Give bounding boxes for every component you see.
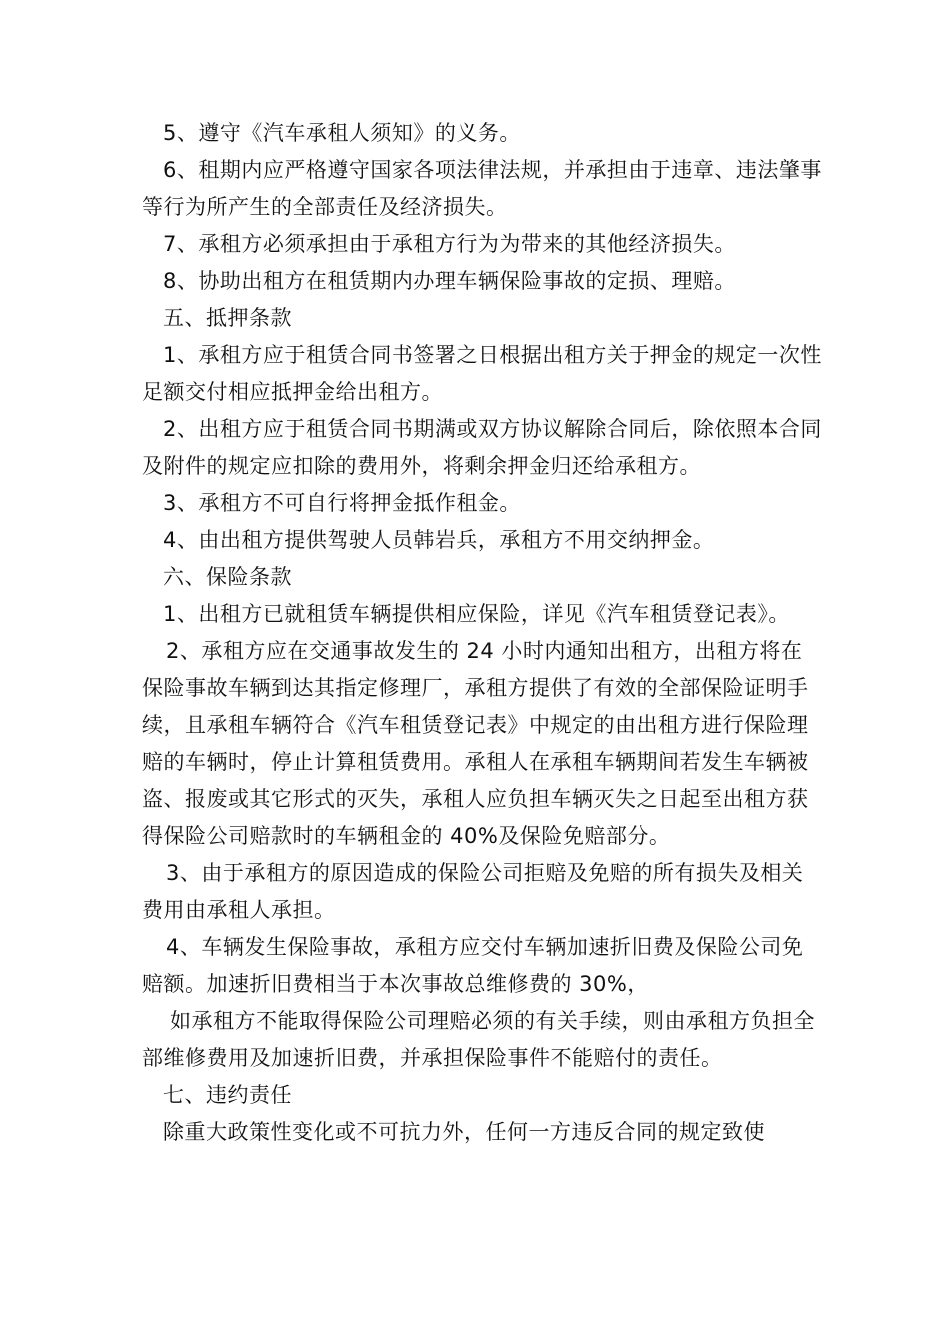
paragraph-insurance-4: 4、车辆发生保险事故，承租方应交付车辆加速折旧费及保险公司免赔额。加速折旧费相当于本次事故总维修费的 30%， xyxy=(142,935,804,996)
paragraph-deposit-2: 2、出租方应于租赁合同书期满或双方协议解除合同后，除依照本合同及附件的规定应扣除的费用外，将剩余押金归还给承租方。 xyxy=(142,417,822,478)
paragraph-lessee-duty-7: 7、承租方必须承担由于承租方行为为带来的其他经济损失。 xyxy=(163,232,736,256)
paragraph-deposit-1: 1、承租方应于租赁合同书签署之日根据出租方关于押金的规定一次性足额交付相应抵押金给出租方。 xyxy=(142,343,822,404)
paragraph-insurance-1: 1、出租方已就租赁车辆提供相应保险，详见《汽车租赁登记表》。 xyxy=(163,602,790,626)
section-heading-breach: 七、违约责任 xyxy=(163,1083,292,1107)
paragraph-insurance-4-continued: 如承租方不能取得保险公司理赔必须的有关手续，则由承租方负担全部维修费用及加速折旧费，并承担保险事件不能赔付的责任。 xyxy=(142,1009,815,1070)
paragraph-lessee-duty-5: 5、遵守《汽车承租人须知》的义务。 xyxy=(163,121,521,145)
paragraph-lessee-duty-6: 6、租期内应严格遵守国家各项法律法规，并承担由于违章、违法肇事等行为所产生的全部责任及经济损失。 xyxy=(142,158,822,219)
paragraph-insurance-3: 3、由于承租方的原因造成的保险公司拒赔及免赔的所有损失及相关费用由承租人承担。 xyxy=(142,861,804,922)
paragraph-deposit-4: 4、由出租方提供驾驶人员韩岩兵，承租方不用交纳押金。 xyxy=(163,528,715,552)
paragraph-deposit-3: 3、承租方不可自行将押金抵作租金。 xyxy=(163,491,521,515)
paragraph-insurance-2: 2、承租方应在交通事故发生的 24 小时内通知出租方，出租方将在保险事故车辆到达其指定修理厂，承租方提供了有效的全部保险证明手续，且承租车辆符合《汽车租赁登记表》中规定的由出租方进行保险理赔的车辆时，停止计算租赁费用。承租人在承租车辆期间若发生车辆被盗、报废或其它形式的灭失，承租人应负担车辆灭失之日起至出租方获得保险公司赔款时的车辆租金的 40%及保险免赔部分。 xyxy=(142,639,809,848)
section-heading-deposit: 五、抵押条款 xyxy=(163,306,292,330)
section-heading-insurance: 六、保险条款 xyxy=(163,565,292,589)
paragraph-lessee-duty-8: 8、协助出租方在租赁期内办理车辆保险事故的定损、理赔。 xyxy=(163,269,736,293)
document-body xyxy=(142,115,822,1151)
paragraph-breach-1: 除重大政策性变化或不可抗力外，任何一方违反合同的规定致使 xyxy=(163,1120,765,1144)
